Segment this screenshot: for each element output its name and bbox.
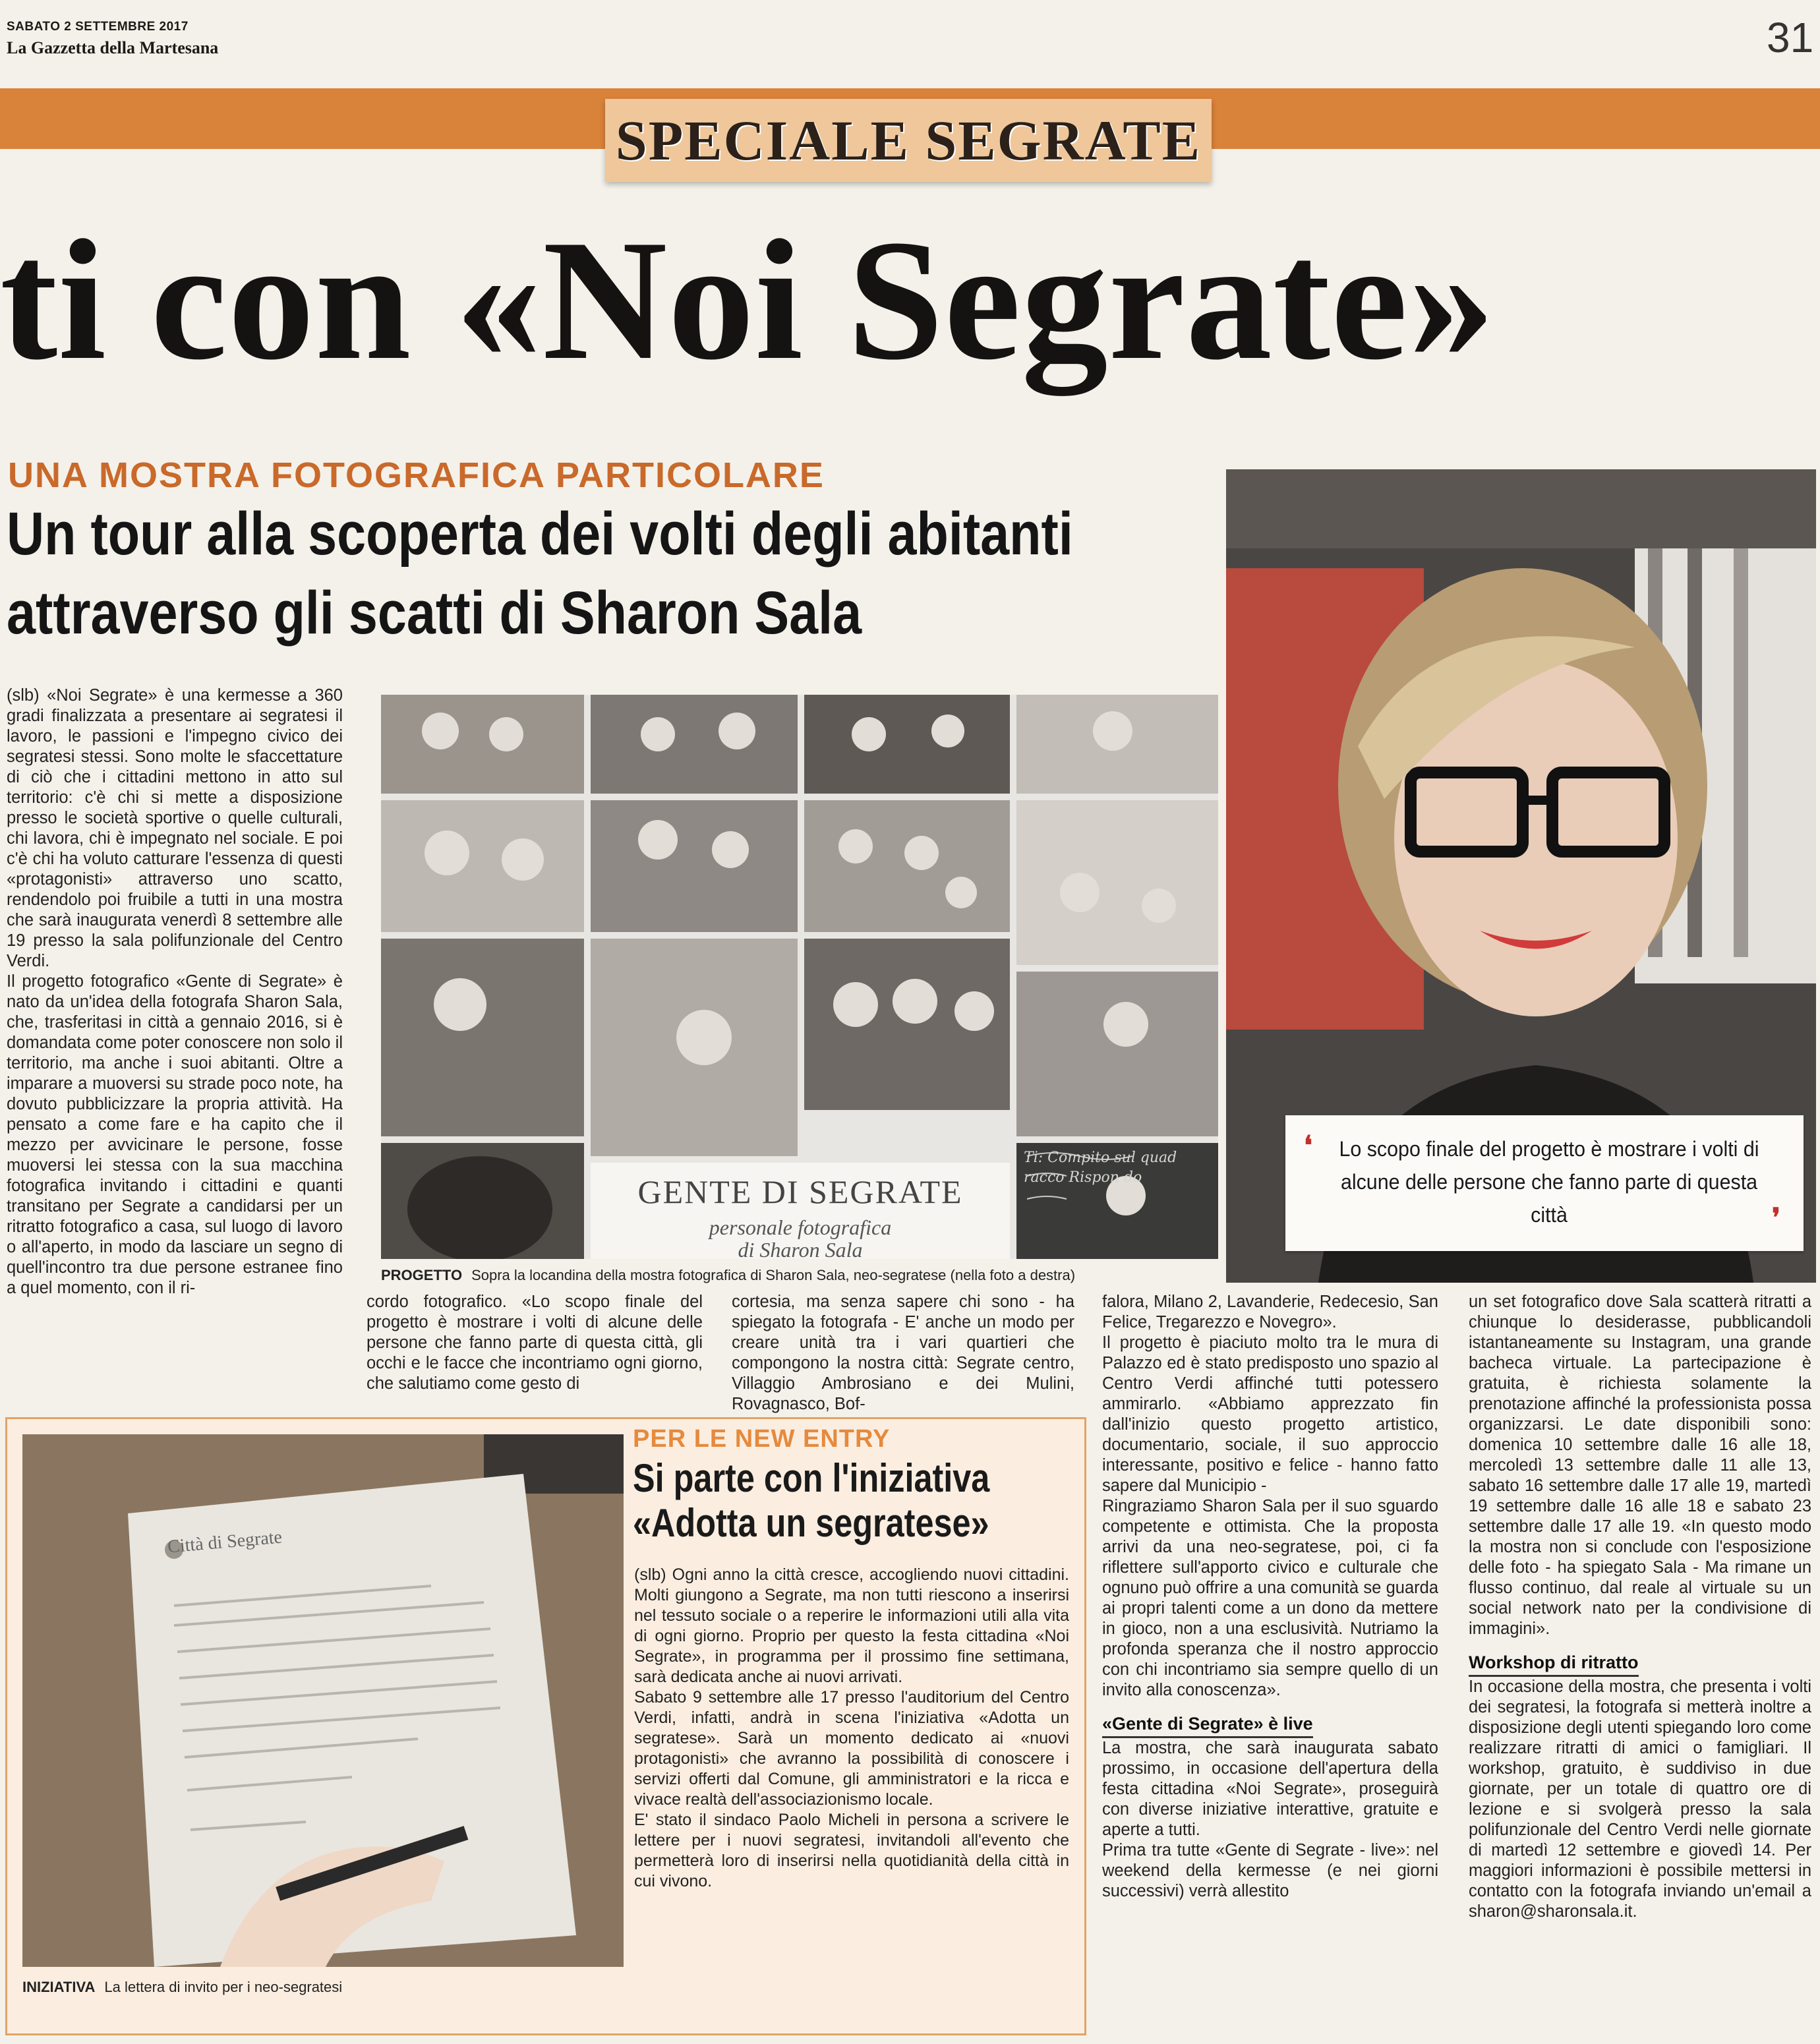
collage-dog <box>407 1156 552 1259</box>
article-paragraph: cortesia, ma senza sapere chi sono - ha spiegato la fotografa - E' anche un modo per creare unità tra i vari quartieri che compongono la nostra città: Segrate centro, Villaggio Ambrosiano e dei Mulini, Rovagnasco, Bof- <box>732 1293 1074 1413</box>
letter-caption <box>22 1979 624 1996</box>
subhead-workshop-di-ritratto: Workshop di ritratto <box>1469 1651 1639 1677</box>
sidebar-body <box>634 1565 1069 2026</box>
quote-open-mark-icon: ❛ <box>1304 1130 1312 1160</box>
quote-close-mark-icon: ❜ <box>1772 1203 1780 1233</box>
article-column-3 <box>732 1292 1074 1415</box>
poster-subtitle-line2: di Sharon Sala <box>738 1238 863 1259</box>
page-number: 31 <box>1767 14 1814 61</box>
poster-subtitle-line1: personale fotografica <box>709 1215 892 1239</box>
article-paragraph: (slb) «Noi Segrate» è una kermesse a 360 gradi finalizzata a presentare ai segratesi il lavoro, le passioni e l'impegno civico dei segratesi stessi. Sono molte le sfaccettature di ciò che i cittadini mettono in atto sul territorio: c'è chi si mette a disposizione presso le società sportive o quelle culturali, chi lavora, chi è impegnato nel sociale. E poi c'è chi ha voluto catturare l'essenza di questi «protagonisti» attraverso uno scatto, rendendolo poi fruibile a tutti in una mostra che sarà inaugurata venerdì 8 settembre alle 19 presso la sala polifunzionale del Centro Verdi. <box>7 686 343 970</box>
article-paragraph: un set fotografico dove Sala scatterà ritratti a chiunque lo desiderasse, pubblicandoli istantaneamente su Instagram, una grande bacheca virtuale. La partecipazione è gratuita, è richiesta solamente la prenotazione affinché la professionista possa organizzarsi. Le date disponibili sono: domenica 10 settembre dalle 16 alle 18, mercoledì 13 settembre dalle 11 alle 13, sabato 16 settembre dalle 17 alle 19, martedì 19 settembre dalle 16 alle 18 e sabato 23 settembre dalle 17 alle 19. «In questo modo la mostra non si conclude con l'esposizione delle foto - ha spiegato Sala - Ma rimane un flusso continuo, dal reale al virtuale su un social network nato per la condivisione di immagini». <box>1469 1293 1811 1638</box>
sidebar-headline-line2: «Adotta un segratese» <box>633 1501 989 1545</box>
section-banner-tab <box>605 99 1212 182</box>
sidebar-kicker: PER LE NEW ENTRY <box>633 1425 891 1453</box>
poster-chalk-text: Ti: Compito sul quad racco Rispon do <box>1024 1150 1177 1186</box>
sidebar-headline-line1: Si parte con l'iniziativa <box>633 1456 990 1500</box>
caption-text: La lettera di invito per i neo-segratesi <box>104 1979 343 1995</box>
article-paragraph: Il progetto è piaciuto molto tra le mura di Palazzo ed è stato predisposto uno spazio al Centro Verdi affinché tutti potessero ammirarlo. «Abbiamo apprezzato fin dall'inizio questo progetto artistico, documentario, sociale, il suo approccio interessante, positivo e felice - hanno fatto sapere dal Municipio - <box>1102 1333 1438 1495</box>
letter-heading: Città di Segrate <box>166 1527 283 1558</box>
caption-text: Sopra la locandina della mostra fotografica di Sharon Sala, neo-segratese (nella foto a destra) <box>471 1267 1076 1283</box>
article-paragraph: La mostra, che sarà inaugurata sabato prossimo, in occasione dell'apertura della festa cittadina «Noi Segrate», proseguirà con diverse iniziative interattive, gratuite e aperte a tutti. <box>1102 1739 1438 1839</box>
article-paragraph: Ringraziamo Sharon Sala per il suo sguardo competente e ottimista. Che la proposta arrivi da una neo-segratese, poi, ci fa riflettere sull'apporto civico e culturale che ognuno può offrire a una comunità se guarda ai propri talenti come a un dono da mettere in gioco, non a una esclusività. Nutriamo la profonda speranza che il nostro approccio con chi incontriamo sia sempre quello di un invito alla conoscenza». <box>1102 1497 1438 1699</box>
article-paragraph: cordo fotografico. «Lo scopo finale del progetto è mostrare i volti di alcune delle persone che fanno parte di questa città, gli occhi e le facce che incontriamo ogni giorno, che salutiamo come gesto di <box>367 1293 703 1393</box>
caption-label: INIZIATIVA <box>22 1979 96 1995</box>
article-column-4 <box>1102 1292 1438 2037</box>
masthead-date: SABATO 2 SETTEMBRE 2017 <box>7 20 189 34</box>
sidebar-paragraph: Sabato 9 settembre alle 17 presso l'auditorium del Centro Verdi, infatti, andrà in scena l'iniziativa «Adotta un segratese». Sarà un momento dedicato ai «nuovi protagonisti» che avranno la possibilità di conoscere i servizi offerti dal Comune, gli amministratori e la ricca e vivace realtà dell'associazionismo locale. <box>634 1688 1069 1809</box>
sidebar-paragraph: E' stato il sindaco Paolo Micheli in persona a scrivere le lettere per i nuovi segratesi, invitandoli all'evento che permetterà loro di inserirsi nella quotidianità della città in cui vivono. <box>634 1811 1069 1890</box>
article-paragraph: Il progetto fotografico «Gente di Segrate» è nato da un'idea della fotografa Sharon Sala, che, trasferitasi in città a gennaio 2016, si è domandata come poter conoscere non solo il territorio, ma anche i suoi abitanti. Oltre a imparare a muoversi su strade poco note, ha dovuto pubblicizzare la propria attività. Ha pensato a come fare e ha capito che il mezzo per avvicinare le persone, fosse muoversi lei stessa con la sua macchina fotografica invitando i cittadini e quanti transitano per Segrate a candidarsi per un ritratto fotografico a casa, sul luogo di lavoro o all'aperto, in modo da lasciare un segno di quell'incontro tra due persone estranee fino a quel momento, con il ri- <box>7 972 343 1297</box>
portrait-photo <box>1226 469 1816 1283</box>
article-kicker: UNA MOSTRA FOTOGRAFICA PARTICOLARE <box>8 455 825 495</box>
sidebar-paragraph: (slb) Ogni anno la città cresce, accogliendo nuovi cittadini. Molti giungono a Segrate, ma non tutti riescono a inserirsi nel tessuto sociale o a reperire le informazioni utili alla vita di ogni giorno. Proprio per questo la festa cittadina «Noi Segrate», in programma per il prossimo fine settimana, sarà dedicata anche ai nuovi arrivati. <box>634 1565 1069 1686</box>
subhead-gente-di-segrate-live: «Gente di Segrate» è live <box>1102 1712 1313 1738</box>
article-headline-line1: Un tour alla scoperta dei volti degli abitanti <box>7 500 1073 568</box>
article-paragraph: In occasione della mostra, che presenta i volti dei segratesi, la fotografa si metterà inoltre a disposizione degli utenti spiegando loro come realizzare ritratti di amici o famigliari. Il workshop, gratuito, è suddiviso in due giornate, per un totale di quattro ore di lezione e si svolgerà presso la sala polifunzionale del Centro Verdi nelle giornate di martedì 12 settembre e giovedì 14. Per maggiori informazioni è possibile mettersi in contatto con la fotografa inviando un'email a sharon@sharonsala.it. <box>1469 1678 1811 1921</box>
letter-illustration <box>22 1434 624 1967</box>
article-column-1 <box>7 686 343 1360</box>
pull-quote-text: Lo scopo finale del progetto è mostrare i volti di alcune delle persone che fanno parte di questa città <box>1339 1137 1759 1227</box>
article-paragraph: Prima tra tutte «Gente di Segrate - live»: nel weekend della kermesse (e nei giorni successivi) verrà allestito <box>1102 1841 1438 1900</box>
poster-title: GENTE DI SEGRATE <box>637 1173 963 1210</box>
masthead-paper-name: La Gazzetta della Martesana <box>7 38 219 57</box>
article-headline-line2: attraverso gli scatti di Sharon Sala <box>7 579 862 647</box>
article-column-5 <box>1469 1292 1811 2037</box>
collage-caption <box>381 1267 1231 1284</box>
section-banner-label: SPECIALE SEGRATE <box>615 109 1202 172</box>
article-paragraph: falora, Milano 2, Lavanderie, Redecesio, San Felice, Tregarezzo e Novegro». <box>1102 1293 1438 1331</box>
article-column-2 <box>367 1292 703 1415</box>
main-headline: ti con «Noi Segrate» <box>0 204 1496 395</box>
pull-quote-box <box>1285 1115 1804 1251</box>
poster-collage <box>381 695 1218 1259</box>
caption-label: PROGETTO <box>381 1267 463 1283</box>
letter-photo <box>22 1434 624 1967</box>
